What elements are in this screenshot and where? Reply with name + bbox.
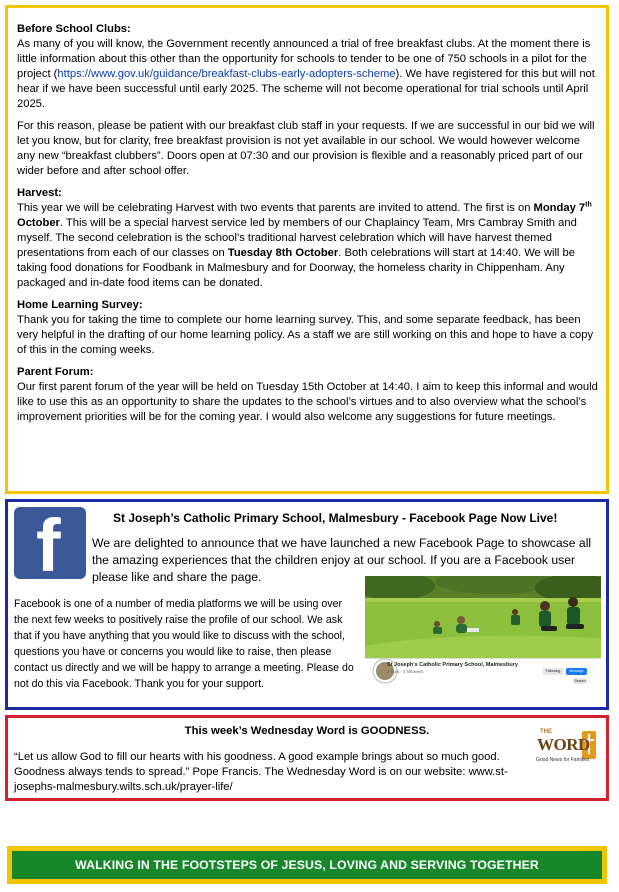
logo-the: THE [540,729,552,735]
breakfast-text: As many of you will know, the Government recently announced a trial of free breakfast clubs. At the moment there is little information about this other than the opportunity for schools to tender to be one of 750 schools in a pilot for the project ( [17,38,591,80]
facebook-page-screenshot [365,576,601,691]
wednesday-word-section [5,715,609,801]
logo-word: WORD [537,735,590,754]
news-section [5,5,609,494]
page-name-block [387,662,537,675]
footer-inner [12,851,602,879]
search-button[interactable]: Search [574,679,586,683]
wednesday-word-body: “Let us allow God to fill our hearts with his goodness. A good example brings about so much good. Goodness always tends to spread.” Pope Francis. The Wednesday Word is on our website: www.st-josephs-malmesbury.wilts.sch.uk/prayer-life/ [14,751,508,793]
message-button[interactable]: Message [569,669,584,673]
survey-paragraph: Thank you for taking the time to complete our home learning survey. This, and some separate feedback, has been very helpful in the drafting of our home learning policy. As a staff we are still working on this and hope to have a copy of this in the coming weeks. [17,314,594,356]
breakfast-paragraph-2: For this reason, please be patient with our breakfast club staff in your requests. If we are successful in our bid we will let you know, but for clarity, free breakfast provision is not yet available in our school. We would however welcome any new “breakfast clubbers”. Doors open at 07:30 and our provision is flexible and a reasonably priced part of our wider before and after school offer. [17,120,595,177]
following-button[interactable]: Following [545,669,561,673]
harvest-date-1: Monday 7th October [17,201,592,229]
facebook-title: St Joseph’s Catholic Primary School, Malmesbury - Facebook Page Now Live! [113,511,558,525]
harvest-date-2: Tuesday 8th October [227,247,339,259]
the-word-logo [535,729,597,769]
facebook-intro: We are delighted to announce that we have launched a new Facebook Page to showcase all the amazing experiences that the children enjoy at our school. If you are a Facebook user please like and share the page. [92,536,592,584]
survey-title: Home Learning Survey: [17,299,143,311]
harvest-text-2: . This will be a special harvest service led by members of our Chaplaincy Team, Mrs Cambray Smith and myself. The second celebration is the school’s traditional harvest celebration which will have harvest themed presentations from each of our classes on [17,217,577,259]
forum-paragraph: Our first parent forum of the year will be held on Tuesday 15th October at 14:40. I aim to keep this informal and would like to use this as an opportunity to share the updates to the school’s virtues and to also overview what the school’s improvement priorities will be for the coming year. I would also welcome any suggestions for future meetings. [17,381,598,423]
school-motto: WALKING IN THE FOOTSTEPS OF JESUS, LOVING AND SERVING TOGETHER [75,858,539,872]
breakfast-paragraph-1 [17,37,598,112]
wednesday-word-title: This week’s Wednesday Word is GOODNESS. [184,725,430,737]
harvest-text-3: . Both celebrations will start at 14:40. We will be taking food donations for Foodbank in Malmesbury and for Doorway, the homeless charity in Chippenham. Any packaged and in-date food items can be donated. [17,247,575,289]
page-name: St Joseph's Catholic Primary School, Malmesbury [387,662,518,668]
harvest-text: This year we will be celebrating Harvest with two events that parents are invited to attend. The first is on [17,202,534,214]
logo-subtitle: Good News for Families [536,757,590,763]
breakfast-text-end: ). We have registered for this but will not hear if we have been successful until early 2025. The scheme will not become operational for trial schools until April 2025. [17,68,595,110]
harvest-paragraph [17,201,598,291]
page-likes: 3 likes · 4 followers [387,669,424,674]
facebook-body: Facebook is one of a number of media platforms we will be using over the next few weeks to positively raise the profile of our school. We ask that if you have anything that you would like to discuss with the school, questions you have or concerns you would like to raise, then please contact us directly and we will be happy to arrange a meeting. Please do not do this via Facebook. Thank you for your support. [14,598,354,690]
forum-title: Parent Forum: [17,366,94,378]
harvest-title: Harvest: [17,187,62,199]
breakfast-link[interactable]: https://www.gov.uk/guidance/breakfast-clubs-early-adopters-scheme [57,68,396,80]
breakfast-title: Before School Clubs: [17,23,131,35]
facebook-logo-icon: f [14,507,86,579]
facebook-section [5,499,609,710]
footer-banner [7,846,607,884]
